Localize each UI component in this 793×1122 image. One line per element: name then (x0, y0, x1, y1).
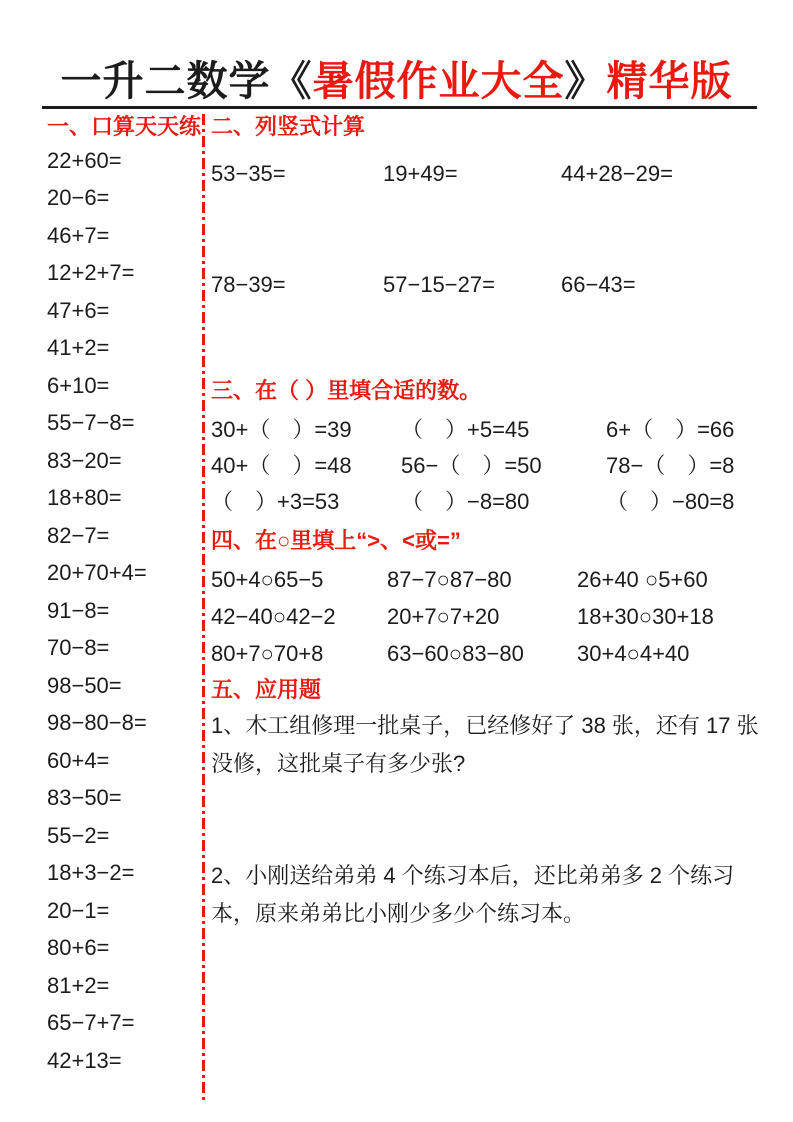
math-problem: 20+70+4= (47, 560, 147, 586)
math-problem: 66−43= (561, 272, 636, 297)
math-problem: （ ）+5=45 (401, 417, 530, 442)
problem-row (211, 412, 767, 448)
math-problem: 6+（ ）=66 (606, 417, 735, 442)
math-problem: 83−20= (47, 447, 122, 473)
worksheet-body (0, 112, 793, 1122)
right-column (211, 112, 767, 933)
math-problem: 12+2+7= (47, 260, 135, 286)
math-problem: 20+7○7+20 (387, 604, 500, 629)
math-problem: 87−7○87−80 (387, 567, 512, 592)
title-segment-black: 》 (564, 58, 607, 104)
math-problem: 55−2= (47, 822, 110, 848)
math-problem: 26+40 ○5+60 (577, 567, 708, 592)
math-problem: 41+2= (47, 335, 110, 361)
math-problem: 57−15−27= (383, 272, 495, 297)
problem-row (211, 561, 767, 598)
math-problem: 98−50= (47, 672, 122, 698)
math-problem: 65−7+7= (47, 1010, 135, 1036)
section3-header: 三、在（ ）里填合适的数。 (211, 378, 482, 403)
math-problem: 63−60○83−80 (387, 641, 524, 666)
math-problem: 22+60= (47, 147, 122, 173)
math-problem: 55−7−8= (47, 410, 135, 436)
math-problem: 30+（ ）=39 (211, 417, 352, 442)
math-problem: 83−50= (47, 785, 122, 811)
math-problem: 82−7= (47, 522, 110, 548)
math-problem: （ ）−80=8 (606, 489, 735, 514)
math-problem: 81+2= (47, 972, 110, 998)
math-problem: 53−35= (211, 161, 286, 186)
column-divider-dashed-line (202, 114, 205, 1104)
math-problem: 44+28−29= (561, 161, 673, 186)
math-problem: 80+7○70+8 (211, 641, 324, 666)
problem-row (211, 448, 767, 484)
math-problem: 56−（ ）=50 (401, 453, 542, 478)
math-problem: 42+13= (47, 1047, 122, 1073)
math-problem: 30+4○4+40 (577, 641, 690, 666)
title-segment-red: 精华版 (606, 58, 733, 104)
problem-row (211, 484, 767, 520)
problem-row (211, 635, 767, 672)
word-problem: 2、小刚送给弟弟 4 个练习本后，还比弟弟多 2 个练习本，原来弟弟比小刚少多少个练习本。 (211, 863, 735, 926)
word-problem: 1、木工组修理一批桌子，已经修好了 38 张，还有 17 张没修，这批桌子有多少张? (211, 713, 759, 776)
section2-header: 二、列竖式计算 (211, 114, 366, 139)
math-problem: 18+80= (47, 485, 122, 511)
math-problem: 6+10= (47, 372, 110, 398)
math-problem: 42−40○42−2 (211, 604, 336, 629)
math-problem: 20−6= (47, 185, 110, 211)
math-problem: 19+49= (383, 161, 458, 186)
section4-header: 四、在○里填上“>、<或=” (211, 528, 461, 553)
section1-header: 一、口算天天练 (47, 114, 202, 139)
math-problem: 20−1= (47, 897, 110, 923)
problem-row (211, 270, 767, 300)
page-title (0, 48, 793, 107)
math-problem: （ ）−8=80 (401, 489, 530, 514)
math-problem: 70−8= (47, 635, 110, 661)
title-segment-red: 暑假作业大全 (312, 58, 565, 104)
title-segment-black: 一升二数学《 (60, 58, 313, 104)
math-problem: 60+4= (47, 747, 110, 773)
math-problem: 18+30○30+18 (577, 604, 714, 629)
math-problem: 78−（ ）=8 (606, 453, 735, 478)
math-problem: 50+4○65−5 (211, 567, 324, 592)
math-problem: 80+6= (47, 935, 110, 961)
title-divider-rule (42, 106, 757, 109)
problem-row (211, 159, 767, 189)
math-problem: 46+7= (47, 222, 110, 248)
problem-row (211, 598, 767, 635)
math-problem: 91−8= (47, 597, 110, 623)
math-problem: 40+（ ）=48 (211, 453, 352, 478)
math-problem: 98−80−8= (47, 710, 147, 736)
section5-header: 五、应用题 (211, 677, 322, 702)
math-problem: 78−39= (211, 272, 286, 297)
math-problem: （ ）+3=53 (211, 489, 340, 514)
math-problem: 47+6= (47, 297, 110, 323)
section-oral-calculation (47, 112, 202, 1080)
math-problem: 18+3−2= (47, 860, 135, 886)
